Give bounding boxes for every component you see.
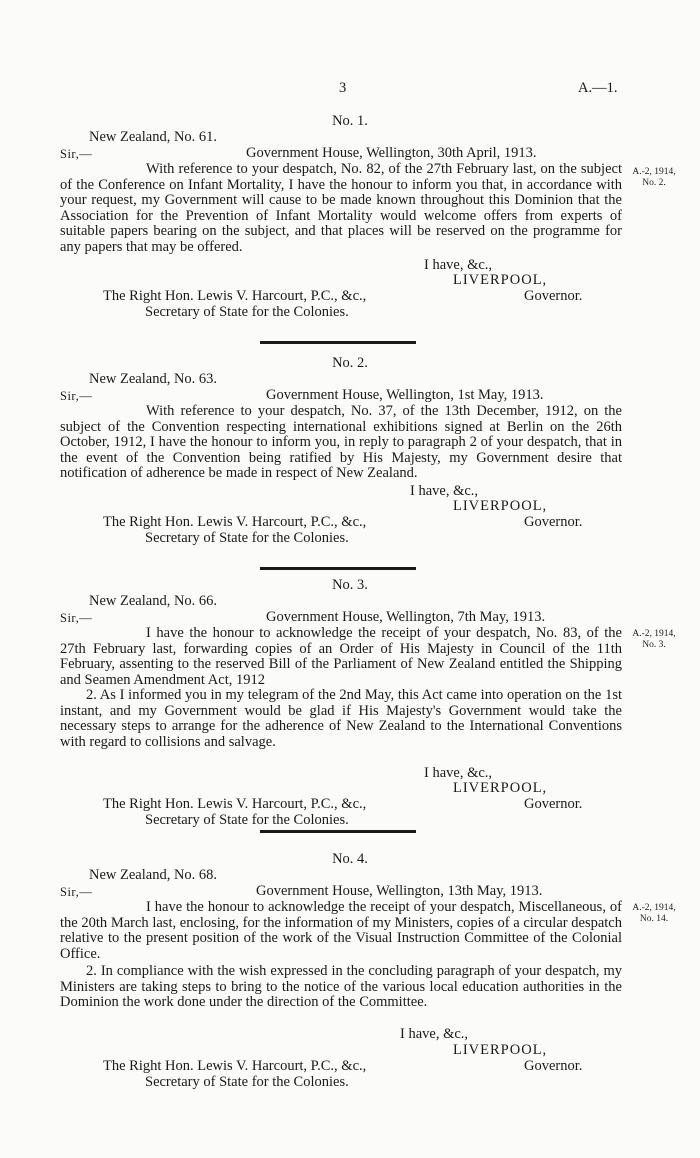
signature: LIVERPOOL,: [453, 780, 548, 796]
closing: I have, &c.,: [410, 483, 479, 499]
page-number: 3: [339, 80, 347, 96]
margin-reference-line: No. 14.: [639, 914, 669, 924]
page-reference: A.—1.: [578, 80, 618, 96]
place-date: Government House, Wellington, 13th May, 1913.: [256, 883, 543, 899]
letter-reference: New Zealand, No. 61.: [89, 129, 218, 145]
closing: I have, &c.,: [424, 257, 493, 273]
letter-body-paragraph: 2. In compliance with the wish expressed in the concluding paragraph of your despatch, my Ministers are taking steps to bring to the notice of the various local education authorities in the Dominion the work done under the direction of the Committee.: [60, 963, 622, 1010]
letter-reference: New Zealand, No. 68.: [89, 867, 218, 883]
letter-number: No. 3.: [332, 577, 368, 593]
recipient-title: Secretary of State for the Colonies.: [145, 530, 349, 546]
signature-title: Governor.: [524, 288, 583, 304]
letter-body-paragraph: I have the honour to acknowledge the receipt of your despatch, No. 83, of the 27th February last, forwarding copies of an Order of His Majesty in Council of the 11th February, assenting to the reserved Bill of the Parliament of New Zealand entitled the Shipping and Seamen Amendment Act, 1912: [60, 625, 622, 688]
letter-body-paragraph: 2. As I informed you in my telegram of the 2nd May, this Act came into operation on the 1st instant, and my Government would be glad if His Majesty's Government would take the necessary steps to arrange for the adherence of New Zealand to the International Conventions with regard to collisions and salvage.: [60, 687, 622, 750]
salutation: Sir,—: [60, 147, 93, 161]
section-divider: [260, 567, 416, 570]
recipient: The Right Hon. Lewis V. Harcourt, P.C., &c.,: [103, 1058, 367, 1074]
salutation: Sir,—: [60, 389, 93, 403]
margin-reference: [624, 903, 684, 925]
recipient-title: Secretary of State for the Colonies.: [145, 1074, 349, 1090]
signature: LIVERPOOL,: [453, 498, 548, 514]
margin-reference-line: No. 3.: [642, 640, 666, 650]
signature-title: Governor.: [524, 514, 583, 530]
recipient: The Right Hon. Lewis V. Harcourt, P.C., &c.,: [103, 514, 367, 530]
letter-number: No. 2.: [332, 355, 368, 371]
section-divider: [260, 830, 416, 833]
letter-number: No. 4.: [332, 851, 368, 867]
letter-body-paragraph: I have the honour to acknowledge the receipt of your despatch, Miscellaneous, of the 20th March last, enclosing, for the information of my Ministers, copies of a circular despatch relative to the present position of the work of the Visual Instruction Committee of the Colonial Office.: [60, 899, 622, 962]
letter-reference: New Zealand, No. 66.: [89, 593, 218, 609]
closing: I have, &c.,: [424, 765, 493, 781]
signature: LIVERPOOL,: [453, 1042, 548, 1058]
margin-reference-line: A.-2, 1914,: [632, 629, 676, 639]
letter-reference: New Zealand, No. 63.: [89, 371, 218, 387]
recipient: The Right Hon. Lewis V. Harcourt, P.C., &c.,: [103, 288, 367, 304]
salutation: Sir,—: [60, 611, 93, 625]
place-date: Government House, Wellington, 1st May, 1913.: [266, 387, 544, 403]
recipient-title: Secretary of State for the Colonies.: [145, 304, 349, 320]
signature-title: Governor.: [524, 1058, 583, 1074]
letter-number: No. 1.: [332, 113, 368, 129]
letter-body-paragraph: With reference to your despatch, No. 82, of the 27th February last, on the subject of the Conference on Infant Mortality, I have the honour to inform you that, in accordance with your request, my Government will cause to be made known throughout this Dominion that the Association for the Prevention of Infant Mortality would welcome offers from experts of suitable papers bearing on the subject, and that places will be reserved on the programme for any papers that may be offered.: [60, 161, 622, 255]
margin-reference-line: No. 2.: [642, 178, 666, 188]
letter-body-paragraph: With reference to your despatch, No. 37, of the 13th December, 1912, on the subject of the Convention respecting international exhibitions signed at Berlin on the 26th October, 1912, I have the honour to inform you, in reply to paragraph 2 of your despatch, that in the event of the Convention being ratified by His Majesty, my Government desire that notification of adherence be made in respect of New Zealand.: [60, 403, 622, 481]
signature: LIVERPOOL,: [453, 272, 548, 288]
place-date: Government House, Wellington, 7th May, 1913.: [266, 609, 546, 625]
margin-reference-line: A.-2, 1914,: [632, 903, 676, 913]
signature-title: Governor.: [524, 796, 583, 812]
section-divider: [260, 341, 416, 344]
salutation: Sir,—: [60, 885, 93, 899]
place-date: Government House, Wellington, 30th April, 1913.: [246, 145, 537, 161]
recipient-title: Secretary of State for the Colonies.: [145, 812, 349, 828]
margin-reference: [624, 629, 684, 651]
margin-reference-line: A.-2, 1914,: [632, 167, 676, 177]
recipient: The Right Hon. Lewis V. Harcourt, P.C., &c.,: [103, 796, 367, 812]
margin-reference: [624, 167, 684, 189]
closing: I have, &c.,: [400, 1026, 469, 1042]
